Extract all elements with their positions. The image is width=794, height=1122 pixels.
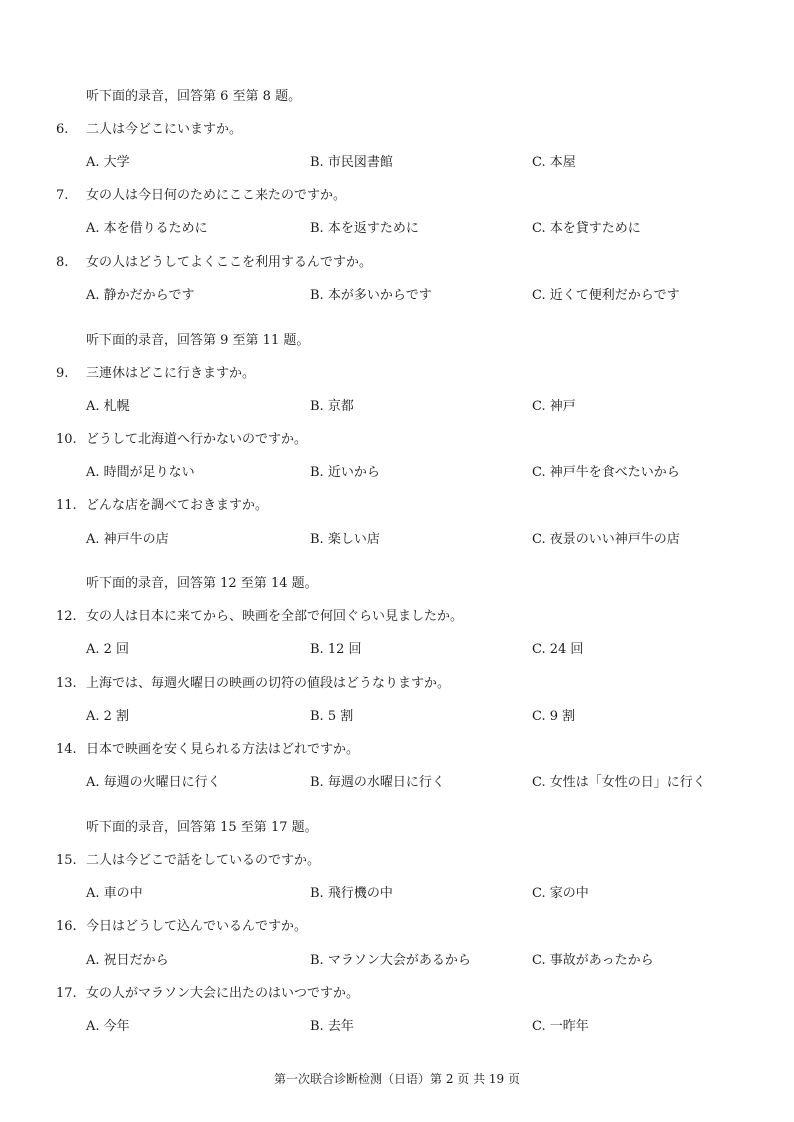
question-number: 9. <box>56 366 69 381</box>
option-b: B. 5 割 <box>310 709 354 724</box>
page-footer: 第一次联合诊断检测（日语）第 2 页 共 19 页 <box>274 1072 520 1086</box>
option-a: A. 神戸牛の店 <box>86 532 169 547</box>
question-text: 女の人はどうしてよくここを利用するんですか。 <box>86 255 373 270</box>
option-b: B. 本を返すために <box>310 221 419 236</box>
question-number: 11. <box>56 498 77 513</box>
option-b: B. 京都 <box>310 399 354 414</box>
question-number: 7. <box>56 188 69 203</box>
option-c: C. 夜景のいい神戸牛の店 <box>532 532 680 547</box>
option-c: C. 家の中 <box>532 886 589 901</box>
question-text: 今日はどうして込んでいるんですか。 <box>86 919 308 934</box>
option-b: B. 近いから <box>310 465 380 480</box>
option-a: A. 本を借りるために <box>86 221 208 236</box>
question-text: 二人は今どこで話をしているのですか。 <box>86 853 321 868</box>
option-b: B. 市民図書館 <box>310 155 393 170</box>
option-c: C. 近くて便利だからです <box>532 288 680 303</box>
option-c: C. 神戸牛を食べたいから <box>532 465 680 480</box>
question-number: 8. <box>56 255 69 270</box>
question-text: 二人は今どこにいますか。 <box>86 122 243 137</box>
option-b: B. 楽しい店 <box>310 532 380 547</box>
option-a: A. 大学 <box>86 155 130 170</box>
question-text: 女の人がマラソン大会に出たのはいつですか。 <box>86 986 360 1001</box>
question-text: 三連休はどこに行きますか。 <box>86 366 256 381</box>
option-a: A. 2 割 <box>86 709 130 724</box>
option-c: C. 24 回 <box>532 642 584 657</box>
option-c: C. 事故があったから <box>532 953 654 968</box>
question-text: 日本で映画を安く見られる方法はどれですか。 <box>86 742 360 757</box>
option-b: B. 12 回 <box>310 642 362 657</box>
option-b: B. 去年 <box>310 1019 354 1034</box>
question-number: 17. <box>56 986 77 1001</box>
option-a: A. 毎週の火曜日に行く <box>86 775 221 790</box>
question-number: 6. <box>56 122 69 137</box>
question-number: 12. <box>56 609 77 624</box>
question-text: 上海では、毎週火曜日の映画の切符の値段はどうなりますか。 <box>86 676 451 691</box>
section-instruction: 听下面的录音，回答第 12 至第 14 题。 <box>86 576 318 591</box>
option-a: A. 静かだからです <box>86 288 195 303</box>
question-text: どうして北海道へ行かないのですか。 <box>86 432 308 447</box>
option-c: C. 本屋 <box>532 155 576 170</box>
option-c: C. 神戸 <box>532 399 576 414</box>
option-c: C. 女性は「女性の日」に行く <box>532 775 706 790</box>
option-c: C. 一昨年 <box>532 1019 589 1034</box>
option-b: B. 本が多いからです <box>310 288 432 303</box>
question-number: 14. <box>56 742 77 757</box>
option-b: B. 毎週の水曜日に行く <box>310 775 445 790</box>
option-a: A. 2 回 <box>86 642 130 657</box>
question-number: 13. <box>56 676 77 691</box>
question-text: 女の人は日本に来てから、映画を全部で何回ぐらい見ましたか。 <box>86 609 464 624</box>
option-a: A. 時間が足りない <box>86 465 195 480</box>
option-a: A. 今年 <box>86 1019 130 1034</box>
option-a: A. 車の中 <box>86 886 143 901</box>
question-number: 15. <box>56 853 77 868</box>
option-b: B. マラソン大会があるから <box>310 953 471 968</box>
question-text: どんな店を調べておきますか。 <box>86 498 269 513</box>
question-number: 10. <box>56 432 77 447</box>
option-c: C. 本を貸すために <box>532 221 641 236</box>
section-instruction: 听下面的录音，回答第 6 至第 8 题。 <box>86 89 302 104</box>
question-number: 16. <box>56 919 77 934</box>
option-b: B. 飛行機の中 <box>310 886 393 901</box>
section-instruction: 听下面的录音，回答第 15 至第 17 题。 <box>86 820 318 835</box>
option-a: A. 祝日だから <box>86 953 169 968</box>
option-a: A. 札幌 <box>86 399 130 414</box>
question-text: 女の人は今日何のためにここ来たのですか。 <box>86 188 347 203</box>
option-c: C. 9 割 <box>532 709 576 724</box>
section-instruction: 听下面的录音，回答第 9 至第 11 题。 <box>86 333 310 348</box>
